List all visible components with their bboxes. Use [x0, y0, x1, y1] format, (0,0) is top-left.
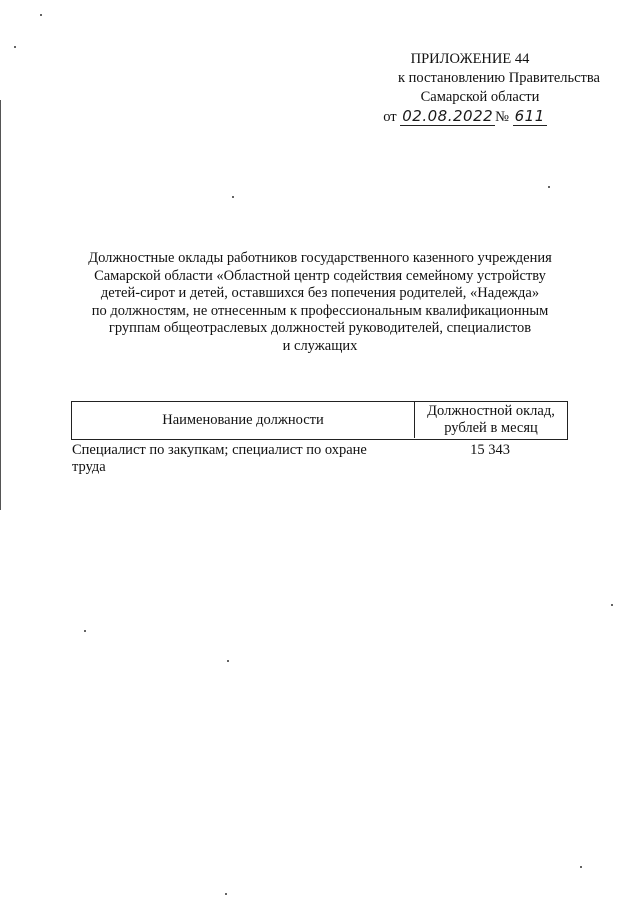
position-cell [71, 442, 402, 476]
scan-speck [611, 604, 613, 606]
appendix-header [300, 50, 600, 127]
salary-cell: 15 343 [470, 442, 510, 458]
date-prefix: от [383, 109, 397, 125]
appendix-number: ПРИЛОЖЕНИЕ 44 [410, 51, 530, 67]
title-line: Самарской области «Областной центр содействия семейному устройству [94, 267, 546, 284]
decree-date-line [300, 107, 600, 127]
handwritten-date: 02.08.2022 [402, 107, 494, 125]
title-line: по должностям, не отнесенным к профессиональным квалификационным [91, 302, 549, 319]
table-header [71, 401, 568, 440]
number-sign: № [495, 109, 509, 125]
title-line: Должностные оклады работников государственного казенного учреждения [88, 250, 552, 266]
position-text-line: труда [72, 459, 106, 475]
position-text-line: Специалист по закупкам; специалист по охране [72, 442, 367, 458]
scan-speck [40, 14, 42, 16]
title-line: группам общеотраслевых должностей руководителей, специалистов [108, 320, 532, 336]
column-header-position: Наименование должности [72, 402, 415, 438]
salary-header-line: Должностной оклад, [427, 403, 555, 419]
column-header-salary [415, 402, 567, 439]
scan-speck [225, 893, 227, 895]
handwritten-number: 611 [514, 107, 545, 125]
scan-speck [580, 866, 582, 868]
salary-header-line: рублей в месяц [444, 420, 538, 436]
document-title [60, 250, 580, 355]
scan-speck [232, 196, 234, 198]
decree-reference: к постановлению Правительства [398, 70, 600, 86]
title-line: и служащих [282, 337, 358, 354]
table-row [71, 440, 568, 476]
scan-speck [14, 46, 16, 48]
scan-edge-line [0, 100, 1, 510]
scan-speck [548, 186, 550, 188]
salary-table [71, 401, 568, 476]
region-name: Самарской области [420, 89, 540, 105]
scan-speck [84, 630, 86, 632]
scan-speck [227, 660, 229, 662]
title-line: детей-сирот и детей, оставшихся без попечения родителей, «Надежда» [100, 285, 540, 301]
table-body [71, 440, 568, 476]
